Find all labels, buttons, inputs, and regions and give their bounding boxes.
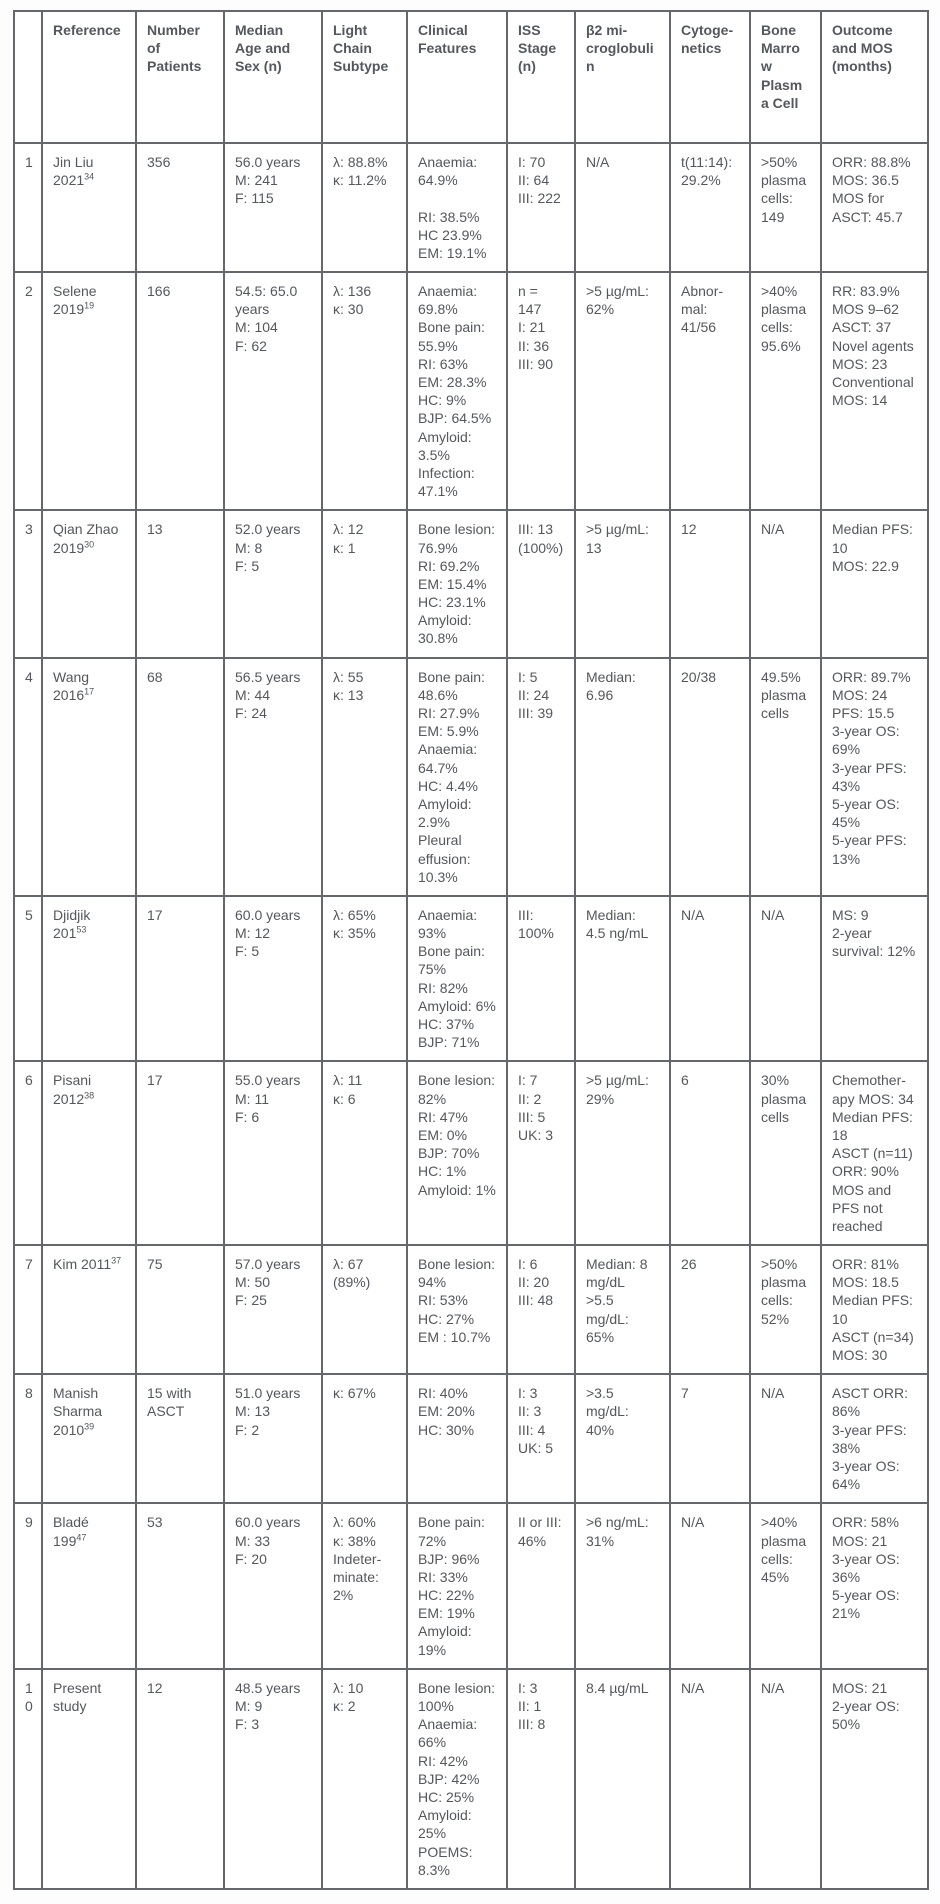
reference-citation-superscript: 38 — [84, 1089, 95, 1100]
light-chain-cell: λ: 60% κ: 38% Indeter- minate: 2% — [322, 1503, 407, 1669]
table-row — [14, 510, 928, 657]
iss-stage-cell: I: 3 II: 1 III: 8 — [507, 1669, 575, 1889]
light-chain-cell: λ: 88.8% κ: 11.2% — [322, 143, 407, 272]
reference-cell — [42, 1374, 136, 1503]
patients-cell: 12 — [136, 1669, 224, 1889]
reference-citation-superscript: 30 — [84, 538, 95, 549]
light-chain-cell: λ: 11 κ: 6 — [322, 1061, 407, 1245]
light-chain-cell: λ: 65% κ: 35% — [322, 896, 407, 1062]
patients-cell: 15 with ASCT — [136, 1374, 224, 1503]
reference-text: Pisani 2012 — [53, 1072, 92, 1107]
outcome-cell: Chemother- apy MOS: 34 Median PFS: 18 ASCT (n=11) ORR: 90% MOS and PFS not reached — [821, 1061, 928, 1245]
patients-cell: 75 — [136, 1245, 224, 1374]
b2-microglobulin-cell: 8.4 µg/mL — [575, 1669, 670, 1889]
iss-stage-cell: n = 147 I: 21 II: 36 III: 90 — [507, 272, 575, 510]
reference-cell — [42, 1503, 136, 1669]
header-row — [14, 11, 928, 143]
bone-marrow-cell: N/A — [750, 510, 821, 657]
clinical-features-cell: Bone lesion: 76.9% RI: 69.2% EM: 15.4% HC: 23.1% Amyloid: 30.8% — [407, 510, 507, 657]
cytogenetics-cell: Abnor- mal: 41/56 — [670, 272, 750, 510]
reference-cell — [42, 1245, 136, 1374]
reference-cell — [42, 510, 136, 657]
b2-microglobulin-cell: >5 µg/mL: 62% — [575, 272, 670, 510]
row-number: 7 — [14, 1245, 42, 1374]
table-row — [14, 1061, 928, 1245]
b2-microglobulin-cell: >5 µg/mL: 29% — [575, 1061, 670, 1245]
reference-text: Qian Zhao 2019 — [53, 521, 119, 556]
patients-cell: 53 — [136, 1503, 224, 1669]
cytogenetics-cell: t(11:14): 29.2% — [670, 143, 750, 272]
header-light-chain-subtype: Light Chain Subtype — [322, 11, 407, 143]
patients-cell: 13 — [136, 510, 224, 657]
iss-stage-cell: I: 3 II: 3 III: 4 UK: 5 — [507, 1374, 575, 1503]
outcome-cell: Median PFS: 10 MOS: 22.9 — [821, 510, 928, 657]
reference-text: Manish Sharma 2010 — [53, 1385, 103, 1438]
age-sex-cell: 55.0 years M: 11 F: 6 — [224, 1061, 322, 1245]
table-row — [14, 1374, 928, 1503]
reference-text: Bladé 199 — [53, 1514, 89, 1549]
iss-stage-cell: II or III: 46% — [507, 1503, 575, 1669]
reference-cell — [42, 272, 136, 510]
bone-marrow-cell: >40% plasma cells: 95.6% — [750, 272, 821, 510]
patients-cell: 356 — [136, 143, 224, 272]
outcome-cell: ORR: 58% MOS: 21 3-year OS: 36% 5-year OS: 21% — [821, 1503, 928, 1669]
patients-cell: 17 — [136, 1061, 224, 1245]
clinical-features-cell: Anaemia: 69.8% Bone pain: 55.9% RI: 63% EM: 28.3% HC: 9% BJP: 64.5% Amyloid: 3.5% Infection: 47.1% — [407, 272, 507, 510]
clinical-features-cell: Bone lesion: 100% Anaemia: 66% RI: 42% BJP: 42% HC: 25% Amyloid: 25% POEMS: 8.3% — [407, 1669, 507, 1889]
reference-citation-superscript: 47 — [76, 1531, 87, 1542]
row-number: 2 — [14, 272, 42, 510]
clinical-features-cell: Bone pain: 72% BJP: 96% RI: 33% HC: 22% EM: 19% Amyloid: 19% — [407, 1503, 507, 1669]
table-row — [14, 1245, 928, 1374]
reference-citation-superscript: 34 — [84, 171, 95, 182]
b2-microglobulin-cell: Median: 6.96 — [575, 658, 670, 896]
outcome-cell: RR: 83.9% MOS 9–62 ASCT: 37 Novel agents MOS: 23 Conventional MOS: 14 — [821, 272, 928, 510]
outcome-cell: ORR: 88.8% MOS: 36.5 MOS for ASCT: 45.7 — [821, 143, 928, 272]
reference-text: Wang 2016 — [53, 668, 90, 703]
reference-cell — [42, 1669, 136, 1889]
iss-stage-cell: I: 6 II: 20 III: 48 — [507, 1245, 575, 1374]
clinical-features-cell: Bone lesion: 94% RI: 53% HC: 27% EM : 10.7% — [407, 1245, 507, 1374]
row-number: 3 — [14, 510, 42, 657]
age-sex-cell: 56.5 years M: 44 F: 24 — [224, 658, 322, 896]
row-number: 8 — [14, 1374, 42, 1503]
clinical-features-cell: Anaemia: 64.9% RI: 38.5% HC 23.9% EM: 19.1% — [407, 143, 507, 272]
b2-microglobulin-cell: Median: 8 mg/dL >5.5 mg/dL: 65% — [575, 1245, 670, 1374]
table-row — [14, 658, 928, 896]
iss-stage-cell: I: 70 II: 64 III: 222 — [507, 143, 575, 272]
clinical-features-cell: RI: 40% EM: 20% HC: 30% — [407, 1374, 507, 1503]
row-number: 6 — [14, 1061, 42, 1245]
table-row — [14, 143, 928, 272]
header-outcome-mos: Outcome and MOS (months) — [821, 11, 928, 143]
table-row — [14, 1503, 928, 1669]
light-chain-cell: λ: 55 κ: 13 — [322, 658, 407, 896]
bone-marrow-cell: >50% plasma cells: 52% — [750, 1245, 821, 1374]
iss-stage-cell: III: 100% — [507, 896, 575, 1062]
header-bone-marrow-plasma-cell: Bone Marrow Plasma Cell — [750, 11, 821, 143]
header-b2-microglobulin: β2 mi- croglobulin — [575, 11, 670, 143]
bone-marrow-cell: >50% plasma cells: 149 — [750, 143, 821, 272]
reference-citation-superscript: 37 — [111, 1255, 122, 1266]
age-sex-cell: 57.0 years M: 50 F: 25 — [224, 1245, 322, 1374]
table-row — [14, 272, 928, 510]
cytogenetics-cell: 20/38 — [670, 658, 750, 896]
clinical-features-cell: Anaemia: 93% Bone pain: 75% RI: 82% Amyloid: 6% HC: 37% BJP: 71% — [407, 896, 507, 1062]
b2-microglobulin-cell: Median: 4.5 ng/mL — [575, 896, 670, 1062]
light-chain-cell: λ: 136 κ: 30 — [322, 272, 407, 510]
iss-stage-cell: I: 5 II: 24 III: 39 — [507, 658, 575, 896]
age-sex-cell: 56.0 years M: 241 F: 115 — [224, 143, 322, 272]
reference-citation-superscript: 53 — [76, 924, 87, 935]
reference-citation-superscript: 19 — [84, 300, 95, 311]
header-clinical-features: Clinical Features — [407, 11, 507, 143]
light-chain-cell: λ: 10 κ: 2 — [322, 1669, 407, 1889]
outcome-cell: ORR: 81% MOS: 18.5 Median PFS: 10 ASCT (n=34) MOS: 30 — [821, 1245, 928, 1374]
row-number: 1 — [14, 143, 42, 272]
bone-marrow-cell: N/A — [750, 1374, 821, 1503]
bone-marrow-cell: >40% plasma cells: 45% — [750, 1503, 821, 1669]
studies-comparison-table — [13, 10, 929, 1890]
light-chain-cell: λ: 67 (89%) — [322, 1245, 407, 1374]
age-sex-cell: 48.5 years M: 9 F: 3 — [224, 1669, 322, 1889]
outcome-cell: MOS: 21 2-year OS: 50% — [821, 1669, 928, 1889]
header-index — [14, 11, 42, 143]
reference-cell — [42, 658, 136, 896]
cytogenetics-cell: N/A — [670, 1669, 750, 1889]
header-median-age-sex: Median Age and Sex (n) — [224, 11, 322, 143]
age-sex-cell: 51.0 years M: 13 F: 2 — [224, 1374, 322, 1503]
clinical-features-cell: Bone pain: 48.6% RI: 27.9% EM: 5.9% Anaemia: 64.7% HC: 4.4% Amyloid: 2.9% Pleural effusion: 10.3% — [407, 658, 507, 896]
age-sex-cell: 54.5: 65.0 years M: 104 F: 62 — [224, 272, 322, 510]
cytogenetics-cell: N/A — [670, 1503, 750, 1669]
bone-marrow-cell: N/A — [750, 1669, 821, 1889]
outcome-cell: ORR: 89.7% MOS: 24 PFS: 15.5 3-year OS: 69% 3-year PFS: 43% 5-year OS: 45% 5-year PFS: 13% — [821, 658, 928, 896]
cytogenetics-cell: 7 — [670, 1374, 750, 1503]
patients-cell: 166 — [136, 272, 224, 510]
header-iss-stage: ISS Stage (n) — [507, 11, 575, 143]
table-row — [14, 896, 928, 1062]
reference-text: Present study — [53, 1679, 102, 1714]
reference-citation-superscript: 17 — [84, 686, 95, 697]
reference-text: Selene 2019 — [53, 283, 97, 318]
b2-microglobulin-cell: >3.5 mg/dL: 40% — [575, 1374, 670, 1503]
reference-citation-superscript: 39 — [84, 1420, 95, 1431]
reference-cell — [42, 1061, 136, 1245]
outcome-cell: ASCT ORR: 86% 3-year PFS: 38% 3-year OS: 64% — [821, 1374, 928, 1503]
light-chain-cell: κ: 67% — [322, 1374, 407, 1503]
cytogenetics-cell: 12 — [670, 510, 750, 657]
bone-marrow-cell: N/A — [750, 896, 821, 1062]
row-number: 4 — [14, 658, 42, 896]
cytogenetics-cell: N/A — [670, 896, 750, 1062]
header-number-of-patients: Number of Patients — [136, 11, 224, 143]
b2-microglobulin-cell: N/A — [575, 143, 670, 272]
reference-cell — [42, 896, 136, 1062]
age-sex-cell: 52.0 years M: 8 F: 5 — [224, 510, 322, 657]
header-cytogenetics: Cytoge- netics — [670, 11, 750, 143]
reference-text: Kim 2011 — [53, 1256, 112, 1273]
patients-cell: 17 — [136, 896, 224, 1062]
outcome-cell: MS: 9 2-year survival: 12% — [821, 896, 928, 1062]
patients-cell: 68 — [136, 658, 224, 896]
row-number: 10 — [14, 1669, 42, 1889]
bone-marrow-cell: 49.5% plasma cells — [750, 658, 821, 896]
bone-marrow-cell: 30% plasma cells — [750, 1061, 821, 1245]
age-sex-cell: 60.0 years M: 33 F: 20 — [224, 1503, 322, 1669]
row-number: 5 — [14, 896, 42, 1062]
b2-microglobulin-cell: >5 µg/mL: 13 — [575, 510, 670, 657]
b2-microglobulin-cell: >6 ng/mL: 31% — [575, 1503, 670, 1669]
light-chain-cell: λ: 12 κ: 1 — [322, 510, 407, 657]
header-reference: Reference — [42, 11, 136, 143]
reference-text: Jin Liu 2021 — [53, 153, 94, 189]
row-number: 9 — [14, 1503, 42, 1669]
table-row — [14, 1669, 928, 1889]
iss-stage-cell: III: 13 (100%) — [507, 510, 575, 657]
cytogenetics-cell: 6 — [670, 1061, 750, 1245]
age-sex-cell: 60.0 years M: 12 F: 5 — [224, 896, 322, 1062]
reference-text: Djidjik 201 — [53, 906, 91, 942]
iss-stage-cell: I: 7 II: 2 III: 5 UK: 3 — [507, 1061, 575, 1245]
reference-cell — [42, 143, 136, 272]
cytogenetics-cell: 26 — [670, 1245, 750, 1374]
clinical-features-cell: Bone lesion: 82% RI: 47% EM: 0% BJP: 70% HC: 1% Amyloid: 1% — [407, 1061, 507, 1245]
